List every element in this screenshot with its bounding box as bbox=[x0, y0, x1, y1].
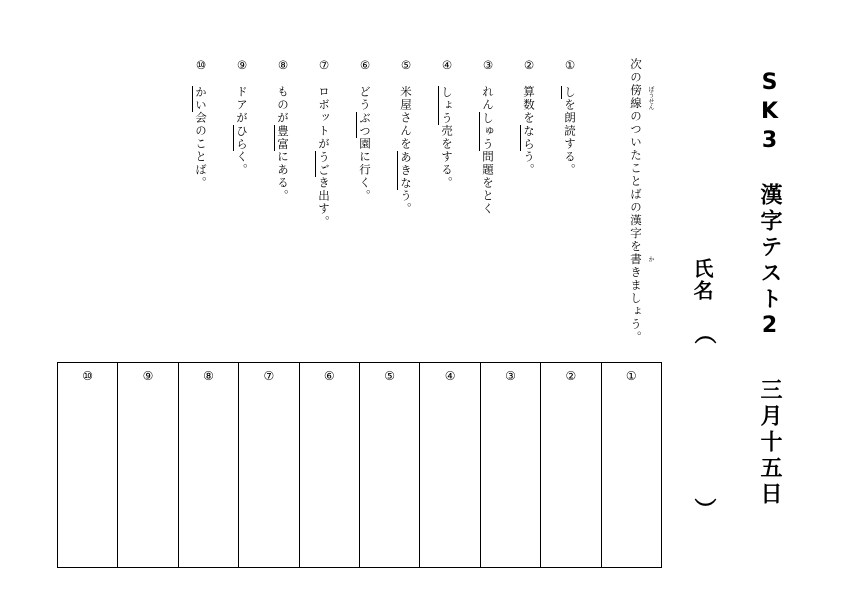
question-post: 会のことば。 bbox=[194, 111, 208, 190]
question-target: あきな bbox=[399, 150, 413, 190]
question-8 bbox=[275, 58, 291, 203]
question-4 bbox=[439, 58, 455, 190]
answer-cell-number: ⑦ bbox=[263, 369, 275, 383]
answer-grid bbox=[57, 362, 662, 568]
question-target: かい bbox=[194, 85, 208, 112]
question-5 bbox=[398, 58, 414, 216]
ruby-kaki: か bbox=[647, 256, 654, 262]
answer-cell-number: ④ bbox=[444, 369, 456, 383]
answer-cell-number: ⑥ bbox=[323, 369, 335, 383]
answer-cell-4[interactable] bbox=[419, 363, 479, 567]
question-number: ⑦ bbox=[317, 58, 331, 74]
question-target: しゅう bbox=[481, 111, 495, 151]
answer-cell-7[interactable] bbox=[238, 363, 298, 567]
question-pre: ものが bbox=[276, 85, 290, 125]
answer-cell-10[interactable] bbox=[58, 363, 117, 567]
question-pre: 算数を bbox=[522, 85, 536, 125]
question-3 bbox=[480, 58, 496, 216]
question-number: ⑨ bbox=[235, 58, 249, 74]
question-post: う。 bbox=[522, 150, 536, 177]
question-post: にある。 bbox=[276, 150, 290, 203]
question-target: ひら bbox=[235, 124, 249, 151]
question-6 bbox=[357, 58, 373, 203]
question-pre: どう bbox=[358, 85, 372, 112]
name-paren-open: （ bbox=[691, 322, 716, 344]
question-post: 売をする。 bbox=[440, 124, 454, 190]
question-number: ⑥ bbox=[358, 58, 372, 74]
question-10 bbox=[193, 58, 209, 190]
name-paren-close: ） bbox=[691, 498, 716, 520]
answer-cell-8[interactable] bbox=[178, 363, 238, 567]
answer-cell-number: ⑨ bbox=[142, 369, 154, 383]
answer-cell-2[interactable] bbox=[540, 363, 600, 567]
question-9 bbox=[234, 58, 250, 177]
question-pre: れん bbox=[481, 85, 495, 112]
test-date: 三月十五日 bbox=[757, 378, 782, 508]
question-target: ぶつ bbox=[358, 111, 372, 138]
question-pre: 米屋さんを bbox=[399, 85, 413, 151]
question-pre: ドアが bbox=[235, 85, 249, 125]
question-pre: ロボットが bbox=[317, 85, 331, 151]
answer-cell-number: ⑤ bbox=[384, 369, 396, 383]
ruby-bousen: ぼうせん bbox=[647, 86, 654, 110]
answer-cell-1[interactable] bbox=[601, 363, 661, 567]
question-post: を朗読する。 bbox=[563, 98, 577, 177]
question-post: 問題をとく bbox=[481, 150, 495, 216]
question-target: 豊富 bbox=[276, 124, 290, 151]
question-post: う。 bbox=[399, 189, 413, 216]
answer-cell-number: ① bbox=[625, 369, 637, 383]
answer-cell-number: ⑩ bbox=[82, 369, 94, 383]
question-post: き出す。 bbox=[317, 176, 331, 229]
question-7 bbox=[316, 58, 332, 229]
question-target: なら bbox=[522, 124, 536, 151]
question-number: ⑤ bbox=[399, 58, 413, 74]
question-number: ① bbox=[563, 58, 577, 74]
question-1 bbox=[562, 58, 578, 177]
question-number: ⑩ bbox=[194, 58, 208, 74]
answer-cell-9[interactable] bbox=[117, 363, 177, 567]
name-label: 氏名 bbox=[690, 258, 714, 302]
question-number: ⑧ bbox=[276, 58, 290, 74]
question-number: ④ bbox=[440, 58, 454, 74]
answer-cell-number: ② bbox=[565, 369, 577, 383]
answer-cell-5[interactable] bbox=[359, 363, 419, 567]
answer-cell-number: ③ bbox=[505, 369, 516, 383]
question-post: く。 bbox=[235, 150, 249, 177]
test-title: SK3 漢字テスト2 bbox=[757, 70, 782, 342]
question-post: 園に行く。 bbox=[358, 137, 372, 203]
instruction-text: 次の傍線のついたことばの漢字を書きましょう。 bbox=[629, 58, 643, 344]
question-target: し bbox=[563, 85, 577, 99]
question-number: ③ bbox=[481, 58, 495, 74]
question-target: しょう bbox=[440, 85, 454, 125]
question-target: うご bbox=[317, 150, 331, 177]
question-2 bbox=[521, 58, 537, 177]
answer-cell-3[interactable] bbox=[480, 363, 540, 567]
answer-cell-6[interactable] bbox=[299, 363, 359, 567]
answer-cell-number: ⑧ bbox=[203, 369, 214, 383]
question-number: ② bbox=[522, 58, 536, 74]
